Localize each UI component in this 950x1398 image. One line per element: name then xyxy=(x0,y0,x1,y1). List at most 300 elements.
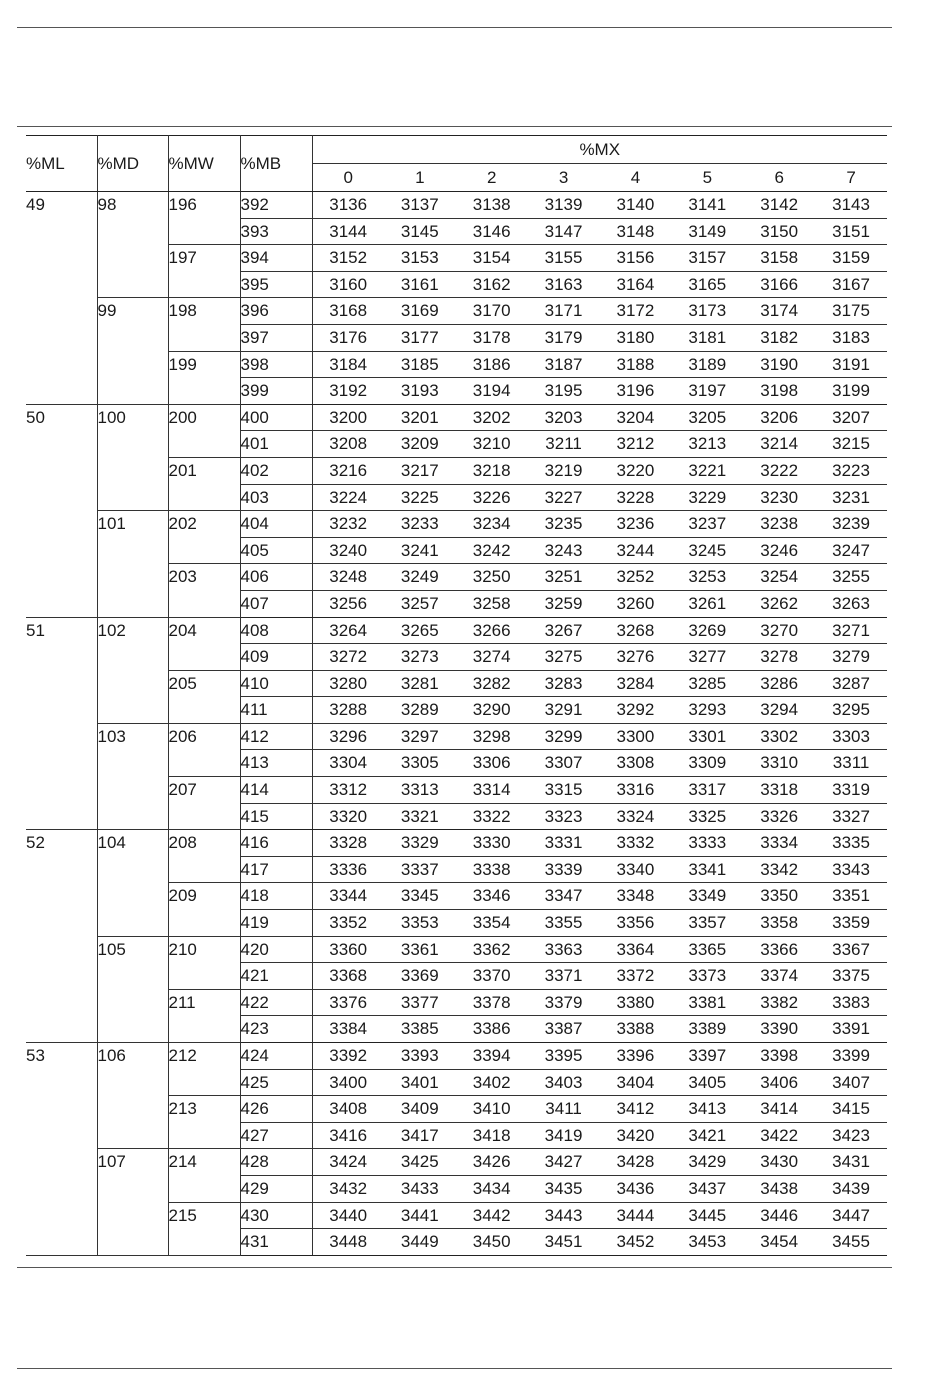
cell-mx: 3171 xyxy=(528,298,600,325)
cell-mx: 3343 xyxy=(815,856,887,883)
cell-mx: 3331 xyxy=(528,830,600,857)
cell-mx: 3196 xyxy=(600,378,672,405)
cell-mx: 3352 xyxy=(312,910,384,937)
cell-mx: 3233 xyxy=(384,511,456,538)
cell-mx: 3259 xyxy=(528,590,600,617)
cell-mb: 396 xyxy=(240,298,312,325)
cell-mb: 426 xyxy=(240,1096,312,1123)
address-mapping-table xyxy=(26,135,887,1256)
cell-mx: 3419 xyxy=(528,1122,600,1149)
cell-mx: 3201 xyxy=(384,404,456,431)
cell-mx: 3184 xyxy=(312,351,384,378)
cell-mx: 3251 xyxy=(528,564,600,591)
cell-mx: 3175 xyxy=(815,298,887,325)
cell-mx: 3144 xyxy=(312,218,384,245)
cell-mx: 3219 xyxy=(528,457,600,484)
cell-mx: 3350 xyxy=(743,883,815,910)
cell-mx: 3252 xyxy=(600,564,672,591)
cell-mx: 3246 xyxy=(743,537,815,564)
cell-mx: 3323 xyxy=(528,803,600,830)
cell-mx: 3192 xyxy=(312,378,384,405)
cell-mx: 3272 xyxy=(312,644,384,671)
cell-mw: 197 xyxy=(168,245,240,298)
page-header-rule xyxy=(17,27,892,28)
cell-mx: 3202 xyxy=(456,404,528,431)
cell-mx: 3260 xyxy=(600,590,672,617)
cell-mx: 3327 xyxy=(815,803,887,830)
cell-mx: 3311 xyxy=(815,750,887,777)
cell-mx: 3289 xyxy=(384,697,456,724)
cell-mw: 214 xyxy=(168,1149,240,1202)
cell-mw: 212 xyxy=(168,1043,240,1096)
cell-mx: 3165 xyxy=(671,271,743,298)
cell-mx: 3310 xyxy=(743,750,815,777)
cell-mx: 3336 xyxy=(312,856,384,883)
cell-mx: 3140 xyxy=(600,192,672,219)
cell-mx: 3368 xyxy=(312,963,384,990)
cell-mx: 3276 xyxy=(600,644,672,671)
cell-mx: 3231 xyxy=(815,484,887,511)
cell-mx: 3223 xyxy=(815,457,887,484)
cell-mx: 3154 xyxy=(456,245,528,272)
table-row xyxy=(26,192,887,219)
cell-mx: 3269 xyxy=(671,617,743,644)
cell-mx: 3278 xyxy=(743,644,815,671)
cell-mx: 3334 xyxy=(743,830,815,857)
cell-mx: 3423 xyxy=(815,1122,887,1149)
cell-mx: 3373 xyxy=(671,963,743,990)
cell-mx: 3424 xyxy=(312,1149,384,1176)
header-mx-bit-7: 7 xyxy=(815,164,887,192)
cell-mx: 3250 xyxy=(456,564,528,591)
cell-mb: 398 xyxy=(240,351,312,378)
cell-mx: 3172 xyxy=(600,298,672,325)
cell-mx: 3142 xyxy=(743,192,815,219)
cell-mx: 3195 xyxy=(528,378,600,405)
cell-mb: 431 xyxy=(240,1229,312,1256)
cell-mx: 3366 xyxy=(743,936,815,963)
cell-mx: 3335 xyxy=(815,830,887,857)
cell-mx: 3412 xyxy=(600,1096,672,1123)
cell-mx: 3316 xyxy=(600,777,672,804)
cell-mx: 3440 xyxy=(312,1202,384,1229)
cell-mx: 3321 xyxy=(384,803,456,830)
header-mx-bit-2: 2 xyxy=(456,164,528,192)
cell-mx: 3191 xyxy=(815,351,887,378)
cell-mx: 3173 xyxy=(671,298,743,325)
cell-mb: 410 xyxy=(240,670,312,697)
cell-mx: 3141 xyxy=(671,192,743,219)
cell-mx: 3306 xyxy=(456,750,528,777)
cell-mx: 3409 xyxy=(384,1096,456,1123)
cell-mb: 413 xyxy=(240,750,312,777)
cell-mx: 3448 xyxy=(312,1229,384,1256)
cell-mw: 215 xyxy=(168,1202,240,1255)
header-mx-bit-0: 0 xyxy=(312,164,384,192)
cell-mx: 3220 xyxy=(600,457,672,484)
cell-md: 99 xyxy=(97,298,168,404)
cell-mx: 3147 xyxy=(528,218,600,245)
cell-mx: 3190 xyxy=(743,351,815,378)
cell-mx: 3263 xyxy=(815,590,887,617)
cell-mx: 3395 xyxy=(528,1043,600,1070)
cell-mx: 3320 xyxy=(312,803,384,830)
cell-mx: 3169 xyxy=(384,298,456,325)
cell-mx: 3387 xyxy=(528,1016,600,1043)
cell-mx: 3182 xyxy=(743,324,815,351)
header-mx-bit-1: 1 xyxy=(384,164,456,192)
cell-mx: 3391 xyxy=(815,1016,887,1043)
cell-mx: 3177 xyxy=(384,324,456,351)
cell-mx: 3348 xyxy=(600,883,672,910)
cell-md: 106 xyxy=(97,1043,168,1149)
cell-mx: 3155 xyxy=(528,245,600,272)
cell-mb: 425 xyxy=(240,1069,312,1096)
cell-md: 103 xyxy=(97,723,168,829)
cell-mx: 3353 xyxy=(384,910,456,937)
cell-ml: 49 xyxy=(26,192,97,405)
cell-mx: 3376 xyxy=(312,989,384,1016)
cell-mx: 3314 xyxy=(456,777,528,804)
cell-mx: 3270 xyxy=(743,617,815,644)
cell-mx: 3400 xyxy=(312,1069,384,1096)
cell-mb: 409 xyxy=(240,644,312,671)
cell-mx: 3275 xyxy=(528,644,600,671)
cell-mb: 421 xyxy=(240,963,312,990)
cell-mx: 3304 xyxy=(312,750,384,777)
cell-mb: 408 xyxy=(240,617,312,644)
cell-mb: 416 xyxy=(240,830,312,857)
cell-mx: 3273 xyxy=(384,644,456,671)
cell-mx: 3333 xyxy=(671,830,743,857)
cell-mx: 3378 xyxy=(456,989,528,1016)
cell-mx: 3224 xyxy=(312,484,384,511)
cell-mx: 3342 xyxy=(743,856,815,883)
table-bottom-rule xyxy=(17,1267,892,1268)
cell-mx: 3255 xyxy=(815,564,887,591)
cell-mx: 3365 xyxy=(671,936,743,963)
cell-mx: 3197 xyxy=(671,378,743,405)
cell-mx: 3258 xyxy=(456,590,528,617)
cell-mx: 3227 xyxy=(528,484,600,511)
page-footer-rule xyxy=(17,1368,892,1369)
cell-mx: 3377 xyxy=(384,989,456,1016)
cell-mw: 207 xyxy=(168,777,240,830)
cell-mb: 404 xyxy=(240,511,312,538)
cell-mx: 3296 xyxy=(312,723,384,750)
cell-mx: 3282 xyxy=(456,670,528,697)
cell-mb: 423 xyxy=(240,1016,312,1043)
cell-mx: 3230 xyxy=(743,484,815,511)
cell-mx: 3386 xyxy=(456,1016,528,1043)
cell-mb: 430 xyxy=(240,1202,312,1229)
cell-mx: 3241 xyxy=(384,537,456,564)
table-top-rule xyxy=(17,126,892,127)
cell-mb: 424 xyxy=(240,1043,312,1070)
cell-mx: 3203 xyxy=(528,404,600,431)
cell-mx: 3158 xyxy=(743,245,815,272)
cell-mb: 419 xyxy=(240,910,312,937)
cell-mb: 399 xyxy=(240,378,312,405)
cell-mx: 3309 xyxy=(671,750,743,777)
cell-mx: 3307 xyxy=(528,750,600,777)
cell-mx: 3390 xyxy=(743,1016,815,1043)
cell-mx: 3261 xyxy=(671,590,743,617)
cell-mx: 3405 xyxy=(671,1069,743,1096)
cell-mx: 3188 xyxy=(600,351,672,378)
cell-mx: 3301 xyxy=(671,723,743,750)
cell-mx: 3138 xyxy=(456,192,528,219)
cell-mx: 3435 xyxy=(528,1175,600,1202)
cell-mx: 3266 xyxy=(456,617,528,644)
cell-mx: 3163 xyxy=(528,271,600,298)
cell-mx: 3392 xyxy=(312,1043,384,1070)
cell-mx: 3245 xyxy=(671,537,743,564)
cell-mx: 3287 xyxy=(815,670,887,697)
table-row xyxy=(26,511,887,538)
cell-mw: 203 xyxy=(168,564,240,617)
cell-mx: 3452 xyxy=(600,1229,672,1256)
cell-mx: 3228 xyxy=(600,484,672,511)
cell-mx: 3429 xyxy=(671,1149,743,1176)
cell-mx: 3297 xyxy=(384,723,456,750)
cell-mx: 3446 xyxy=(743,1202,815,1229)
cell-mw: 209 xyxy=(168,883,240,936)
cell-mx: 3364 xyxy=(600,936,672,963)
cell-mb: 417 xyxy=(240,856,312,883)
cell-md: 98 xyxy=(97,192,168,298)
header-md: %MD xyxy=(97,136,168,192)
cell-mx: 3145 xyxy=(384,218,456,245)
cell-mw: 213 xyxy=(168,1096,240,1149)
cell-mx: 3299 xyxy=(528,723,600,750)
cell-mx: 3406 xyxy=(743,1069,815,1096)
cell-mb: 406 xyxy=(240,564,312,591)
cell-mb: 428 xyxy=(240,1149,312,1176)
cell-mx: 3415 xyxy=(815,1096,887,1123)
cell-mx: 3450 xyxy=(456,1229,528,1256)
cell-mx: 3198 xyxy=(743,378,815,405)
cell-mx: 3313 xyxy=(384,777,456,804)
cell-mx: 3413 xyxy=(671,1096,743,1123)
cell-mx: 3408 xyxy=(312,1096,384,1123)
cell-mx: 3402 xyxy=(456,1069,528,1096)
cell-mx: 3417 xyxy=(384,1122,456,1149)
cell-mx: 3354 xyxy=(456,910,528,937)
cell-mx: 3324 xyxy=(600,803,672,830)
cell-mx: 3221 xyxy=(671,457,743,484)
cell-mb: 427 xyxy=(240,1122,312,1149)
cell-md: 100 xyxy=(97,404,168,510)
cell-mx: 3340 xyxy=(600,856,672,883)
cell-mx: 3159 xyxy=(815,245,887,272)
cell-mx: 3208 xyxy=(312,431,384,458)
cell-mx: 3253 xyxy=(671,564,743,591)
cell-mb: 415 xyxy=(240,803,312,830)
cell-mx: 3150 xyxy=(743,218,815,245)
cell-mw: 206 xyxy=(168,723,240,776)
table-row xyxy=(26,723,887,750)
cell-mx: 3361 xyxy=(384,936,456,963)
cell-ml: 53 xyxy=(26,1043,97,1256)
cell-mx: 3363 xyxy=(528,936,600,963)
cell-mx: 3168 xyxy=(312,298,384,325)
cell-mx: 3236 xyxy=(600,511,672,538)
cell-mx: 3216 xyxy=(312,457,384,484)
cell-mx: 3267 xyxy=(528,617,600,644)
cell-mb: 412 xyxy=(240,723,312,750)
cell-mb: 422 xyxy=(240,989,312,1016)
cell-mb: 395 xyxy=(240,271,312,298)
cell-mx: 3351 xyxy=(815,883,887,910)
header-mx: %MX xyxy=(312,136,887,164)
cell-mx: 3418 xyxy=(456,1122,528,1149)
header-mw: %MW xyxy=(168,136,240,192)
cell-mx: 3238 xyxy=(743,511,815,538)
cell-mb: 411 xyxy=(240,697,312,724)
cell-mx: 3374 xyxy=(743,963,815,990)
cell-mw: 202 xyxy=(168,511,240,564)
cell-mb: 414 xyxy=(240,777,312,804)
cell-mx: 3160 xyxy=(312,271,384,298)
cell-mx: 3180 xyxy=(600,324,672,351)
cell-mx: 3355 xyxy=(528,910,600,937)
header-mx-bit-5: 5 xyxy=(671,164,743,192)
cell-mb: 393 xyxy=(240,218,312,245)
cell-mx: 3329 xyxy=(384,830,456,857)
cell-mx: 3398 xyxy=(743,1043,815,1070)
cell-mx: 3401 xyxy=(384,1069,456,1096)
cell-mx: 3332 xyxy=(600,830,672,857)
cell-mx: 3284 xyxy=(600,670,672,697)
cell-mb: 394 xyxy=(240,245,312,272)
cell-mx: 3164 xyxy=(600,271,672,298)
cell-mx: 3414 xyxy=(743,1096,815,1123)
cell-mx: 3428 xyxy=(600,1149,672,1176)
cell-mx: 3290 xyxy=(456,697,528,724)
cell-mx: 3271 xyxy=(815,617,887,644)
cell-mw: 205 xyxy=(168,670,240,723)
cell-mx: 3162 xyxy=(456,271,528,298)
table-row xyxy=(26,830,887,857)
cell-mw: 196 xyxy=(168,192,240,245)
cell-mx: 3174 xyxy=(743,298,815,325)
cell-mx: 3375 xyxy=(815,963,887,990)
cell-mx: 3371 xyxy=(528,963,600,990)
cell-mx: 3293 xyxy=(671,697,743,724)
cell-mx: 3256 xyxy=(312,590,384,617)
cell-md: 107 xyxy=(97,1149,168,1255)
cell-mx: 3285 xyxy=(671,670,743,697)
cell-mx: 3179 xyxy=(528,324,600,351)
cell-mx: 3249 xyxy=(384,564,456,591)
cell-mx: 3204 xyxy=(600,404,672,431)
table-row xyxy=(26,1149,887,1176)
cell-mx: 3156 xyxy=(600,245,672,272)
cell-mx: 3283 xyxy=(528,670,600,697)
cell-mb: 402 xyxy=(240,457,312,484)
cell-mx: 3298 xyxy=(456,723,528,750)
cell-mw: 201 xyxy=(168,457,240,510)
cell-mx: 3384 xyxy=(312,1016,384,1043)
cell-mb: 397 xyxy=(240,324,312,351)
cell-mw: 199 xyxy=(168,351,240,404)
cell-mx: 3393 xyxy=(384,1043,456,1070)
cell-mx: 3372 xyxy=(600,963,672,990)
cell-mw: 208 xyxy=(168,830,240,883)
cell-mx: 3326 xyxy=(743,803,815,830)
cell-mx: 3167 xyxy=(815,271,887,298)
cell-mx: 3381 xyxy=(671,989,743,1016)
cell-mw: 211 xyxy=(168,989,240,1042)
cell-mx: 3416 xyxy=(312,1122,384,1149)
cell-ml: 50 xyxy=(26,404,97,617)
cell-mx: 3248 xyxy=(312,564,384,591)
cell-mx: 3396 xyxy=(600,1043,672,1070)
cell-mx: 3410 xyxy=(456,1096,528,1123)
cell-mx: 3185 xyxy=(384,351,456,378)
cell-mx: 3300 xyxy=(600,723,672,750)
cell-mx: 3199 xyxy=(815,378,887,405)
cell-mx: 3157 xyxy=(671,245,743,272)
cell-mw: 198 xyxy=(168,298,240,351)
cell-mx: 3346 xyxy=(456,883,528,910)
cell-ml: 51 xyxy=(26,617,97,830)
cell-mx: 3295 xyxy=(815,697,887,724)
cell-mb: 418 xyxy=(240,883,312,910)
cell-mx: 3358 xyxy=(743,910,815,937)
cell-mb: 403 xyxy=(240,484,312,511)
cell-mx: 3254 xyxy=(743,564,815,591)
cell-mx: 3205 xyxy=(671,404,743,431)
cell-mx: 3369 xyxy=(384,963,456,990)
table-row xyxy=(26,936,887,963)
table-row xyxy=(26,404,887,431)
table-row xyxy=(26,617,887,644)
cell-mw: 204 xyxy=(168,617,240,670)
cell-mx: 3432 xyxy=(312,1175,384,1202)
cell-mx: 3268 xyxy=(600,617,672,644)
cell-mx: 3206 xyxy=(743,404,815,431)
cell-mx: 3421 xyxy=(671,1122,743,1149)
cell-mw: 200 xyxy=(168,404,240,457)
cell-mx: 3294 xyxy=(743,697,815,724)
cell-mx: 3237 xyxy=(671,511,743,538)
cell-mb: 420 xyxy=(240,936,312,963)
cell-mx: 3262 xyxy=(743,590,815,617)
cell-mx: 3438 xyxy=(743,1175,815,1202)
cell-mx: 3337 xyxy=(384,856,456,883)
cell-mb: 400 xyxy=(240,404,312,431)
cell-mx: 3404 xyxy=(600,1069,672,1096)
cell-mx: 3426 xyxy=(456,1149,528,1176)
cell-mx: 3305 xyxy=(384,750,456,777)
header-mx-bit-3: 3 xyxy=(528,164,600,192)
cell-mx: 3380 xyxy=(600,989,672,1016)
cell-mx: 3455 xyxy=(815,1229,887,1256)
cell-mx: 3442 xyxy=(456,1202,528,1229)
cell-mx: 3388 xyxy=(600,1016,672,1043)
cell-mx: 3176 xyxy=(312,324,384,351)
cell-mx: 3152 xyxy=(312,245,384,272)
cell-mx: 3385 xyxy=(384,1016,456,1043)
cell-mx: 3422 xyxy=(743,1122,815,1149)
cell-mx: 3427 xyxy=(528,1149,600,1176)
cell-mx: 3226 xyxy=(456,484,528,511)
cell-md: 105 xyxy=(97,936,168,1042)
cell-mx: 3257 xyxy=(384,590,456,617)
cell-mx: 3447 xyxy=(815,1202,887,1229)
